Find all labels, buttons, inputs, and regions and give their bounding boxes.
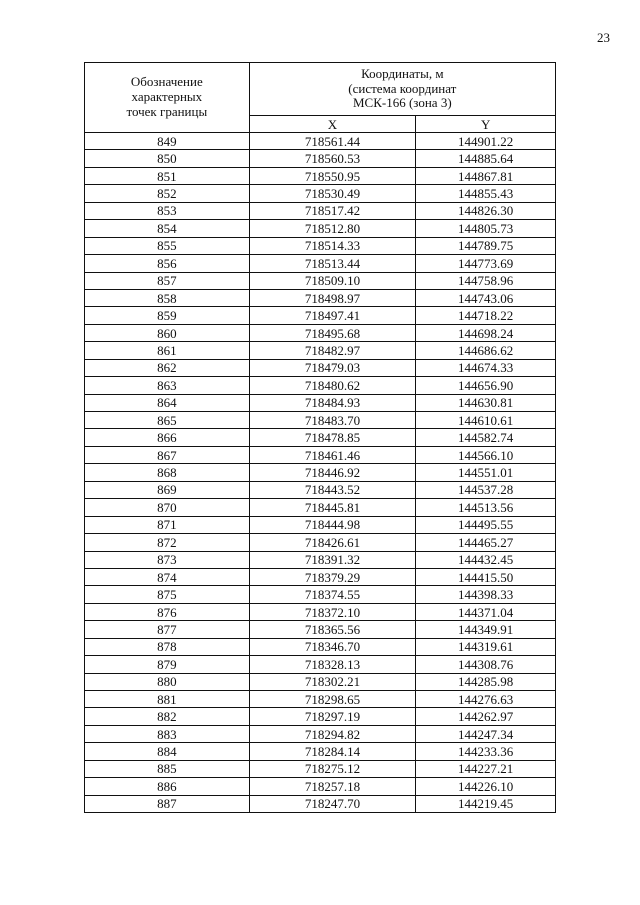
x-coordinate-cell: 718461.46	[249, 446, 416, 463]
x-coordinate-cell: 718297.19	[249, 708, 416, 725]
x-coordinate-cell: 718365.56	[249, 621, 416, 638]
y-coordinate-cell: 144262.97	[416, 708, 556, 725]
y-coordinate-cell: 144630.81	[416, 394, 556, 411]
x-coordinate-cell: 718550.95	[249, 167, 416, 184]
y-coordinate-cell: 144276.63	[416, 691, 556, 708]
point-header-line: точек границы	[126, 103, 208, 119]
y-coordinate-cell: 144537.28	[416, 481, 556, 498]
x-coordinate-cell: 718443.52	[249, 481, 416, 498]
table-row	[85, 464, 556, 481]
table-row	[85, 778, 556, 795]
y-coordinate-cell: 144656.90	[416, 377, 556, 394]
x-coordinate-cell: 718298.65	[249, 691, 416, 708]
y-coordinate-cell: 144308.76	[416, 656, 556, 673]
table-row	[85, 167, 556, 184]
table-row	[85, 324, 556, 341]
y-coordinate-cell: 144773.69	[416, 255, 556, 272]
point-designation-header	[85, 63, 250, 133]
point-number-cell: 861	[85, 342, 250, 359]
point-number-cell: 855	[85, 237, 250, 254]
point-number-cell: 864	[85, 394, 250, 411]
table-row	[85, 359, 556, 376]
point-number-cell: 867	[85, 446, 250, 463]
table-row	[85, 638, 556, 655]
table-row	[85, 656, 556, 673]
table-row	[85, 202, 556, 219]
x-coordinate-cell: 718257.18	[249, 778, 416, 795]
table-row	[85, 237, 556, 254]
y-coordinate-cell: 144371.04	[416, 603, 556, 620]
coords-header-line: (система координат	[348, 80, 457, 96]
y-coordinate-cell: 144233.36	[416, 743, 556, 760]
table-row	[85, 760, 556, 777]
point-header-line: Обозначение	[130, 74, 203, 90]
y-coordinate-cell: 144319.61	[416, 638, 556, 655]
x-coordinate-cell: 718379.29	[249, 568, 416, 585]
coordinates-header	[249, 63, 555, 116]
y-coordinate-cell: 144415.50	[416, 568, 556, 585]
table-row	[85, 568, 556, 585]
table-row	[85, 534, 556, 551]
point-number-cell: 859	[85, 307, 250, 324]
table-row	[85, 220, 556, 237]
x-coordinate-cell: 718561.44	[249, 133, 416, 150]
table-row	[85, 394, 556, 411]
table-row	[85, 725, 556, 742]
point-number-cell: 883	[85, 725, 250, 742]
table-row	[85, 255, 556, 272]
y-coordinate-cell: 144432.45	[416, 551, 556, 568]
y-coordinate-cell: 144285.98	[416, 673, 556, 690]
point-number-cell: 878	[85, 638, 250, 655]
x-coordinate-cell: 718391.32	[249, 551, 416, 568]
x-coordinate-cell: 718509.10	[249, 272, 416, 289]
point-number-cell: 877	[85, 621, 250, 638]
table-row	[85, 446, 556, 463]
point-number-cell: 873	[85, 551, 250, 568]
y-coordinate-cell: 144247.34	[416, 725, 556, 742]
point-number-cell: 866	[85, 429, 250, 446]
y-coordinate-cell: 144513.56	[416, 499, 556, 516]
x-coordinate-cell: 718302.21	[249, 673, 416, 690]
point-number-cell: 860	[85, 324, 250, 341]
x-coordinate-cell: 718374.55	[249, 586, 416, 603]
y-coordinate-cell: 144227.21	[416, 760, 556, 777]
y-coordinate-cell: 144826.30	[416, 202, 556, 219]
point-number-cell: 865	[85, 412, 250, 429]
point-number-cell: 862	[85, 359, 250, 376]
table-row	[85, 412, 556, 429]
y-coordinate-cell: 144610.61	[416, 412, 556, 429]
y-coordinate-cell: 144686.62	[416, 342, 556, 359]
y-coordinate-cell: 144718.22	[416, 307, 556, 324]
point-header-line: характерных	[131, 89, 203, 105]
y-coordinate-cell: 144789.75	[416, 237, 556, 254]
x-coordinate-cell: 718284.14	[249, 743, 416, 760]
y-coordinate-cell: 144398.33	[416, 586, 556, 603]
point-number-cell: 858	[85, 289, 250, 306]
x-coordinate-cell: 718498.97	[249, 289, 416, 306]
table-row	[85, 691, 556, 708]
point-number-cell: 874	[85, 568, 250, 585]
point-number-cell: 880	[85, 673, 250, 690]
x-coordinate-cell: 718484.93	[249, 394, 416, 411]
y-coordinate-cell: 144855.43	[416, 185, 556, 202]
x-coordinate-cell: 718514.33	[249, 237, 416, 254]
y-coordinate-cell: 144867.81	[416, 167, 556, 184]
y-coordinate-cell: 144349.91	[416, 621, 556, 638]
table-row	[85, 377, 556, 394]
point-number-cell: 887	[85, 795, 250, 812]
point-number-cell: 849	[85, 133, 250, 150]
point-number-cell: 870	[85, 499, 250, 516]
point-number-cell: 850	[85, 150, 250, 167]
table-row	[85, 621, 556, 638]
table-header	[85, 63, 556, 133]
point-number-cell: 856	[85, 255, 250, 272]
point-number-cell: 885	[85, 760, 250, 777]
x-coordinate-cell: 718275.12	[249, 760, 416, 777]
x-coordinate-cell: 718530.49	[249, 185, 416, 202]
coordinates-table	[84, 62, 556, 813]
point-number-cell: 876	[85, 603, 250, 620]
table-row	[85, 499, 556, 516]
y-coordinate-cell: 144743.06	[416, 289, 556, 306]
y-coordinate-cell: 144219.45	[416, 795, 556, 812]
point-number-cell: 872	[85, 534, 250, 551]
y-coordinate-cell: 144758.96	[416, 272, 556, 289]
page-number: 23	[597, 30, 610, 45]
table-row	[85, 516, 556, 533]
point-number-cell: 854	[85, 220, 250, 237]
table-body	[85, 133, 556, 813]
table-row	[85, 133, 556, 150]
y-coordinate-cell: 144805.73	[416, 220, 556, 237]
x-coordinate-cell: 718517.42	[249, 202, 416, 219]
y-coordinate-cell: 144465.27	[416, 534, 556, 551]
table-row	[85, 289, 556, 306]
point-number-cell: 857	[85, 272, 250, 289]
x-coordinate-cell: 718482.97	[249, 342, 416, 359]
x-coordinate-cell: 718560.53	[249, 150, 416, 167]
table-row	[85, 429, 556, 446]
y-column-header: Y	[416, 116, 556, 133]
table-row	[85, 795, 556, 812]
x-coordinate-cell: 718346.70	[249, 638, 416, 655]
point-number-cell: 853	[85, 202, 250, 219]
x-coordinate-cell: 718478.85	[249, 429, 416, 446]
x-coordinate-cell: 718426.61	[249, 534, 416, 551]
y-coordinate-cell: 144582.74	[416, 429, 556, 446]
point-number-cell: 871	[85, 516, 250, 533]
table-row	[85, 185, 556, 202]
point-number-cell: 868	[85, 464, 250, 481]
table-row	[85, 551, 556, 568]
table-row	[85, 743, 556, 760]
y-coordinate-cell: 144698.24	[416, 324, 556, 341]
table-row	[85, 481, 556, 498]
point-number-cell: 869	[85, 481, 250, 498]
point-number-cell: 884	[85, 743, 250, 760]
y-coordinate-cell: 144551.01	[416, 464, 556, 481]
x-coordinate-cell: 718512.80	[249, 220, 416, 237]
x-coordinate-cell: 718372.10	[249, 603, 416, 620]
point-number-cell: 863	[85, 377, 250, 394]
x-coordinate-cell: 718328.13	[249, 656, 416, 673]
point-number-cell: 879	[85, 656, 250, 673]
table-row	[85, 307, 556, 324]
x-coordinate-cell: 718444.98	[249, 516, 416, 533]
x-coordinate-cell: 718495.68	[249, 324, 416, 341]
x-coordinate-cell: 718480.62	[249, 377, 416, 394]
y-coordinate-cell: 144885.64	[416, 150, 556, 167]
x-coordinate-cell: 718497.41	[249, 307, 416, 324]
x-column-header: X	[249, 116, 416, 133]
x-coordinate-cell: 718483.70	[249, 412, 416, 429]
x-coordinate-cell: 718513.44	[249, 255, 416, 272]
y-coordinate-cell: 144566.10	[416, 446, 556, 463]
table-row	[85, 586, 556, 603]
table-row	[85, 342, 556, 359]
x-coordinate-cell: 718445.81	[249, 499, 416, 516]
y-coordinate-cell: 144226.10	[416, 778, 556, 795]
y-coordinate-cell: 144674.33	[416, 359, 556, 376]
table-row	[85, 673, 556, 690]
x-coordinate-cell: 718294.82	[249, 725, 416, 742]
x-coordinate-cell: 718247.70	[249, 795, 416, 812]
point-number-cell: 886	[85, 778, 250, 795]
point-number-cell: 851	[85, 167, 250, 184]
table-row	[85, 708, 556, 725]
point-number-cell: 881	[85, 691, 250, 708]
x-coordinate-cell: 718446.92	[249, 464, 416, 481]
table-row	[85, 272, 556, 289]
table-row	[85, 150, 556, 167]
point-number-cell: 882	[85, 708, 250, 725]
x-coordinate-cell: 718479.03	[249, 359, 416, 376]
coords-header-line: Координаты, м	[361, 65, 444, 81]
table-row	[85, 603, 556, 620]
point-number-cell: 852	[85, 185, 250, 202]
y-coordinate-cell: 144495.55	[416, 516, 556, 533]
point-number-cell: 875	[85, 586, 250, 603]
y-coordinate-cell: 144901.22	[416, 133, 556, 150]
coords-header-line: МСК-166 (зона 3)	[352, 95, 452, 111]
